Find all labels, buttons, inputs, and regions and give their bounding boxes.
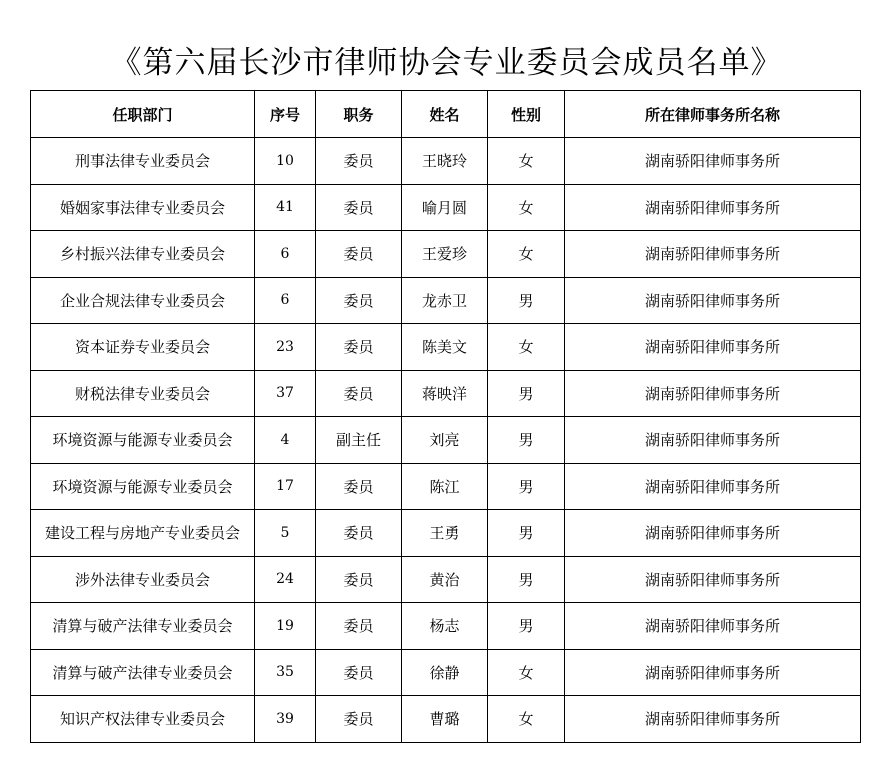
table-row bbox=[31, 138, 861, 185]
cell-department: 婚姻家事法律专业委员会 bbox=[31, 184, 255, 231]
cell-law-firm: 湖南骄阳律师事务所 bbox=[565, 184, 861, 231]
cell-serial-number: 37 bbox=[255, 370, 316, 417]
cell-serial-number: 6 bbox=[255, 277, 316, 324]
cell-position: 委员 bbox=[316, 138, 402, 185]
table-row bbox=[31, 649, 861, 696]
cell-law-firm: 湖南骄阳律师事务所 bbox=[565, 463, 861, 510]
cell-law-firm: 湖南骄阳律师事务所 bbox=[565, 417, 861, 464]
cell-name: 陈美文 bbox=[402, 324, 488, 371]
cell-name: 蒋映洋 bbox=[402, 370, 488, 417]
cell-position: 委员 bbox=[316, 556, 402, 603]
cell-name: 龙赤卫 bbox=[402, 277, 488, 324]
cell-gender: 男 bbox=[488, 556, 565, 603]
cell-serial-number: 23 bbox=[255, 324, 316, 371]
cell-department: 环境资源与能源专业委员会 bbox=[31, 417, 255, 464]
cell-department: 企业合规法律专业委员会 bbox=[31, 277, 255, 324]
cell-name: 杨志 bbox=[402, 603, 488, 650]
header-department: 任职部门 bbox=[31, 91, 255, 138]
table-row bbox=[31, 556, 861, 603]
cell-department: 财税法律专业委员会 bbox=[31, 370, 255, 417]
cell-serial-number: 41 bbox=[255, 184, 316, 231]
cell-gender: 女 bbox=[488, 324, 565, 371]
cell-gender: 男 bbox=[488, 603, 565, 650]
table-row bbox=[31, 603, 861, 650]
cell-position: 委员 bbox=[316, 696, 402, 743]
cell-name: 王勇 bbox=[402, 510, 488, 557]
cell-position: 委员 bbox=[316, 649, 402, 696]
table-row bbox=[31, 417, 861, 464]
cell-department: 环境资源与能源专业委员会 bbox=[31, 463, 255, 510]
cell-serial-number: 10 bbox=[255, 138, 316, 185]
cell-name: 徐静 bbox=[402, 649, 488, 696]
cell-department: 资本证券专业委员会 bbox=[31, 324, 255, 371]
cell-law-firm: 湖南骄阳律师事务所 bbox=[565, 556, 861, 603]
table-row bbox=[31, 696, 861, 743]
cell-serial-number: 19 bbox=[255, 603, 316, 650]
cell-name: 黄治 bbox=[402, 556, 488, 603]
table-row bbox=[31, 231, 861, 278]
cell-position: 委员 bbox=[316, 277, 402, 324]
cell-name: 喻月圆 bbox=[402, 184, 488, 231]
table-row bbox=[31, 277, 861, 324]
cell-name: 王晓玲 bbox=[402, 138, 488, 185]
cell-department: 刑事法律专业委员会 bbox=[31, 138, 255, 185]
cell-law-firm: 湖南骄阳律师事务所 bbox=[565, 324, 861, 371]
cell-position: 委员 bbox=[316, 231, 402, 278]
cell-law-firm: 湖南骄阳律师事务所 bbox=[565, 649, 861, 696]
cell-serial-number: 39 bbox=[255, 696, 316, 743]
cell-position: 委员 bbox=[316, 463, 402, 510]
header-position: 职务 bbox=[316, 91, 402, 138]
cell-law-firm: 湖南骄阳律师事务所 bbox=[565, 231, 861, 278]
cell-department: 清算与破产法律专业委员会 bbox=[31, 603, 255, 650]
cell-department: 知识产权法律专业委员会 bbox=[31, 696, 255, 743]
cell-position: 委员 bbox=[316, 510, 402, 557]
cell-gender: 女 bbox=[488, 649, 565, 696]
cell-gender: 男 bbox=[488, 370, 565, 417]
member-table bbox=[30, 90, 861, 743]
table-row bbox=[31, 184, 861, 231]
cell-department: 涉外法律专业委员会 bbox=[31, 556, 255, 603]
cell-gender: 男 bbox=[488, 510, 565, 557]
cell-name: 刘亮 bbox=[402, 417, 488, 464]
page-title: 《第六届长沙市律师协会专业委员会成员名单》 bbox=[110, 45, 783, 81]
cell-law-firm: 湖南骄阳律师事务所 bbox=[565, 277, 861, 324]
cell-position: 委员 bbox=[316, 370, 402, 417]
cell-name: 陈江 bbox=[402, 463, 488, 510]
table-row bbox=[31, 324, 861, 371]
cell-department: 乡村振兴法律专业委员会 bbox=[31, 231, 255, 278]
cell-law-firm: 湖南骄阳律师事务所 bbox=[565, 370, 861, 417]
cell-serial-number: 4 bbox=[255, 417, 316, 464]
table-row bbox=[31, 510, 861, 557]
cell-law-firm: 湖南骄阳律师事务所 bbox=[565, 510, 861, 557]
cell-position: 委员 bbox=[316, 324, 402, 371]
header-gender: 性别 bbox=[488, 91, 565, 138]
cell-serial-number: 17 bbox=[255, 463, 316, 510]
cell-position: 委员 bbox=[316, 184, 402, 231]
cell-serial-number: 5 bbox=[255, 510, 316, 557]
cell-gender: 女 bbox=[488, 184, 565, 231]
cell-position: 委员 bbox=[316, 603, 402, 650]
cell-gender: 女 bbox=[488, 138, 565, 185]
cell-name: 王爱珍 bbox=[402, 231, 488, 278]
cell-serial-number: 6 bbox=[255, 231, 316, 278]
cell-gender: 女 bbox=[488, 696, 565, 743]
header-name: 姓名 bbox=[402, 91, 488, 138]
cell-gender: 男 bbox=[488, 277, 565, 324]
table-body bbox=[31, 138, 861, 743]
cell-position: 副主任 bbox=[316, 417, 402, 464]
cell-department: 建设工程与房地产专业委员会 bbox=[31, 510, 255, 557]
cell-gender: 男 bbox=[488, 417, 565, 464]
table-row bbox=[31, 370, 861, 417]
header-law-firm: 所在律师事务所名称 bbox=[565, 91, 861, 138]
cell-name: 曹璐 bbox=[402, 696, 488, 743]
cell-serial-number: 35 bbox=[255, 649, 316, 696]
header-serial-number: 序号 bbox=[255, 91, 316, 138]
cell-law-firm: 湖南骄阳律师事务所 bbox=[565, 138, 861, 185]
cell-law-firm: 湖南骄阳律师事务所 bbox=[565, 603, 861, 650]
table-row bbox=[31, 463, 861, 510]
cell-gender: 女 bbox=[488, 231, 565, 278]
cell-law-firm: 湖南骄阳律师事务所 bbox=[565, 696, 861, 743]
table-header-row bbox=[31, 91, 861, 138]
cell-serial-number: 24 bbox=[255, 556, 316, 603]
cell-gender: 男 bbox=[488, 463, 565, 510]
cell-department: 清算与破产法律专业委员会 bbox=[31, 649, 255, 696]
